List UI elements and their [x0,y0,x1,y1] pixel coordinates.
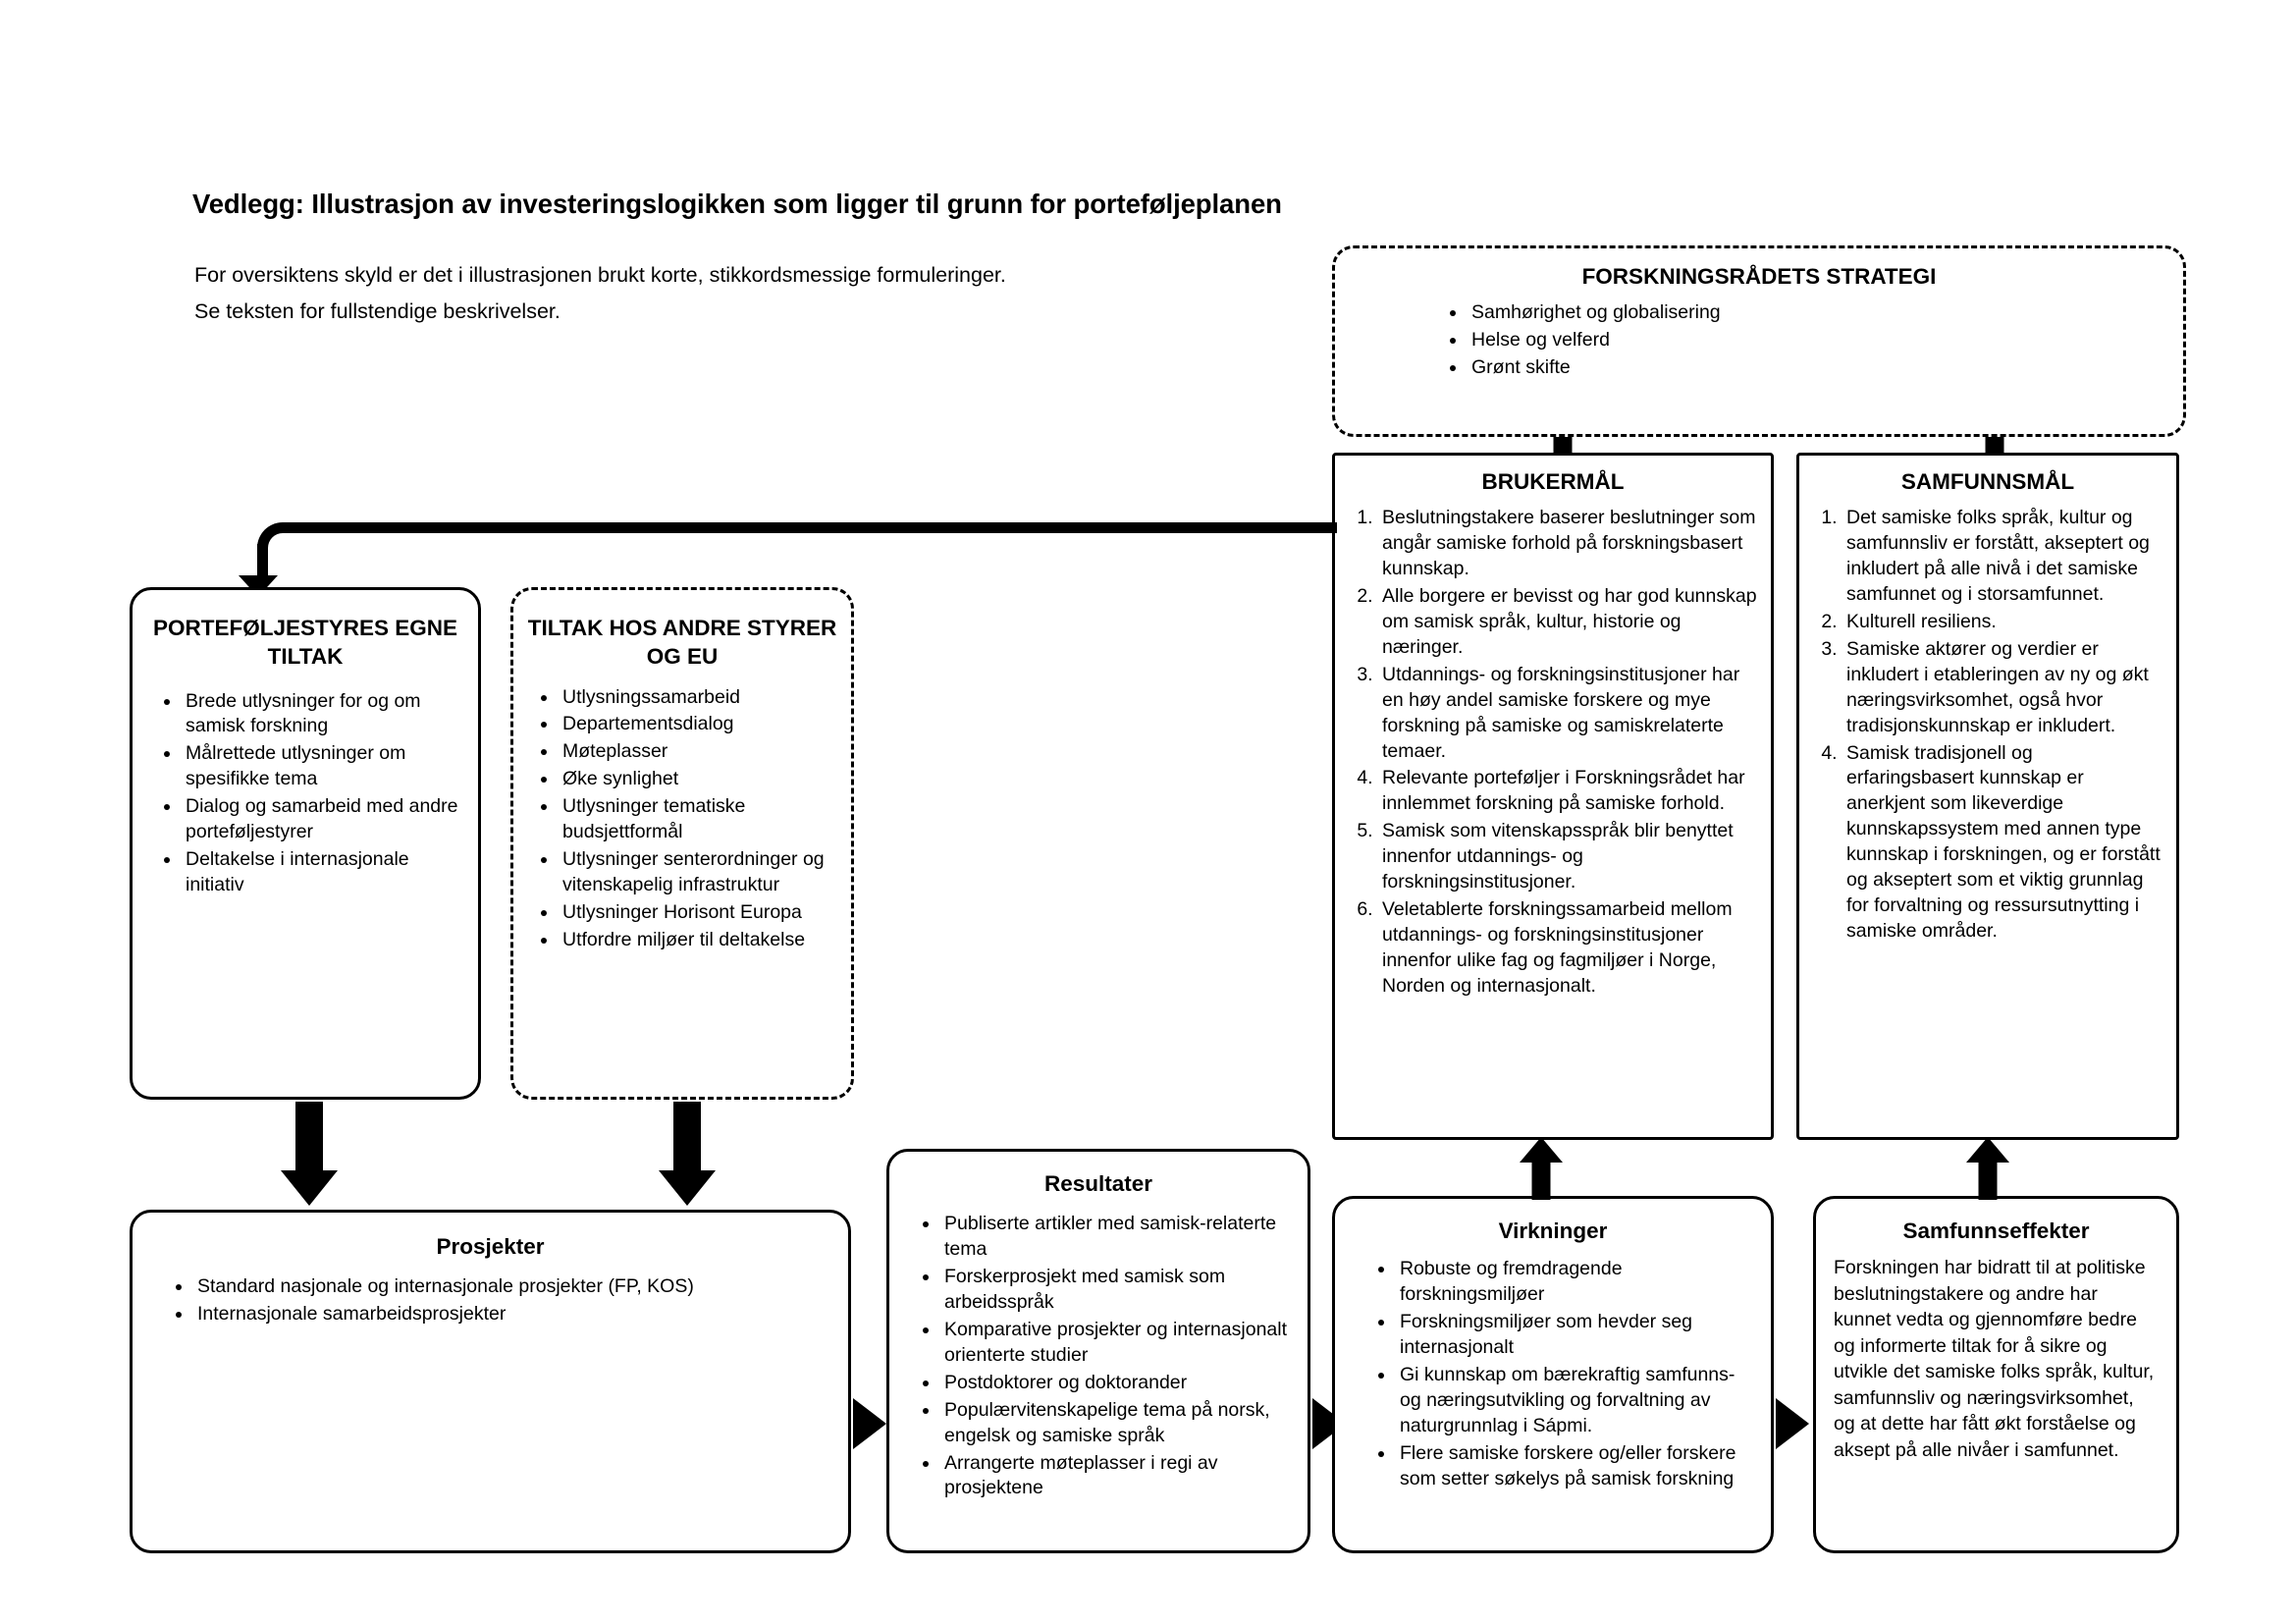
list-item: • Utlysninger senterordninger og vitenskapelig infrastruktur [559,847,839,898]
arrow-virkninger-to-brukermal [1507,1131,1575,1200]
brukermal-list [1335,506,1771,1000]
list-item: • Møteplasser [559,739,839,765]
list-item: 6. Veletablerte forskningssamarbeid mellom utdannings- og forskningsinstitusjoner innenfor ulike fag og fagmiljøer i Norge, Norden og internasjonalt. [1378,897,1759,1000]
list-item: • Samhørighet og globalisering [1468,300,2183,326]
list-item: 3. Samiske aktører og verdier er inkludert i etableringen av ny og økt næringsvirksomhet, også hvor tradisjonskunnskap er inkludert. [1842,637,2163,739]
list-item: • Forskningsmiljøer som hevder seg internasjonalt [1396,1310,1753,1361]
box-title-samfunnseffekter: Samfunnseffekter [1902,1218,2090,1243]
virkninger-list [1335,1257,1771,1491]
list-item: • Arrangerte møteplasser i regi av prosjektene [940,1451,1290,1502]
andre-tiltak-list [513,685,851,953]
list-item: • Øke synlighet [559,767,839,792]
list-item: 1. Beslutningstakere baserer beslutninger som angår samiske forhold på forskningsbasert kunnskap. [1378,506,1759,582]
list-item: 2. Kulturell resiliens. [1842,610,2163,635]
list-item: • Utlysninger Horisont Europa [559,900,839,926]
list-item: • Komparative prosjekter og internasjonalt orienterte studier [940,1318,1290,1369]
resultater-list [889,1212,1308,1501]
list-item: 4. Relevante porteføljer i Forskningsrådet har innlemmet forskning på samiske forhold. [1378,766,1759,817]
box-prosjekter [130,1210,851,1553]
arrow-andre-tiltak-to-prosjekter [653,1102,721,1210]
intro-text [194,257,1294,330]
arrow-egne-tiltak-to-prosjekter [275,1102,344,1210]
list-item: 5. Samisk som vitenskapsspråk blir benyttet innenfor utdannings- og forskningsinstitusjoner. [1378,819,1759,895]
arrow-samfunnseffekter-to-samfunnsmal [1953,1131,2022,1200]
box-title-brukermal: BRUKERMÅL [1481,469,1625,494]
box-title-virkninger: Virkninger [1498,1218,1608,1243]
list-item: • Utlysningssamarbeid [559,685,839,711]
list-item: • Forskerprosjekt med samisk som arbeidsspråk [940,1265,1290,1316]
list-item: • Helse og velferd [1468,328,2183,353]
box-title-andre-tiltak [513,614,851,672]
list-item: • Gi kunnskap om bærekraftig samfunns- og næringsutvikling og forvaltning av naturgrunnlag i Sápmi. [1396,1363,1753,1439]
list-item: • Dialog og samarbeid med andre porteføljestyrer [182,794,464,845]
box-samfunnsmal [1796,453,2179,1140]
box-title-samfunnsmal: SAMFUNNSMÅL [1900,469,2075,494]
box-title-resultater: Resultater [1043,1171,1153,1196]
list-item: • Standard nasjonale og internasjonale prosjekter (FP, KOS) [193,1274,832,1300]
egne-tiltak-list [133,689,478,898]
box-title-andre-tiltak-line1: TILTAK HOS ANDRE STYRER OG EU [527,616,837,670]
box-title-strategi: FORSKNINGSRÅDETS STRATEGI [1581,264,1937,289]
samfunnsmal-list [1799,506,2176,945]
arrow-virkninger-to-samfunnseffekter [1774,1394,1813,1453]
page-title: Vedlegg: Illustrasjon av investeringslogikken som ligger til grunn for porteføljeplanen [192,189,1282,219]
list-item: 3. Utdannings- og forskningsinstitusjoner har en høy andel samiske forskere og mye forskning på samiske og samiskrelaterte temaer. [1378,663,1759,765]
box-forskningsradets-strategi [1332,245,2186,437]
list-item: • Internasjonale samarbeidsprosjekter [193,1302,832,1327]
list-item: • Utfordre miljøer til deltakelse [559,928,839,953]
list-item: • Målrettede utlysninger om spesifikke tema [182,741,464,792]
list-item: • Publiserte artikler med samisk-relaterte tema [940,1212,1290,1263]
box-brukermal [1332,453,1774,1140]
list-item: • Grønt skifte [1468,355,2183,381]
prosjekter-list [133,1274,848,1327]
list-item: • Postdoktorer og doktorander [940,1371,1290,1396]
list-item: • Deltakelse i internasjonale initiativ [182,847,464,898]
list-item: • Populærvitenskapelige tema på norsk, engelsk og samiske språk [940,1398,1290,1449]
box-virkninger [1332,1196,1774,1553]
list-item: • Utlysninger tematiske budsjettformål [559,794,839,845]
samfunnseffekter-body: Forskningen har bidratt til at politiske beslutningstakere og andre har kunnet vedta og gjennomføre bedre og informerte tiltak for å sikre og utvikle det samiske folks språk, kultur, samfunnsliv og næringsvirksomhet, og at dette har fått økt forståelse og aksept på alle nivåer i samfunnet. [1834,1257,2155,1461]
box-title-egne-tiltak-line1: PORTEFØLJESTYRES EGNE TILTAK [152,616,458,670]
list-item: • Departementsdialog [559,712,839,737]
box-portefoljestyres-egne-tiltak [130,587,481,1100]
list-item: • Brede utlysninger for og om samisk forskning [182,689,464,740]
arrow-feedback-to-tiltak [247,514,1337,598]
intro-line-2: Se teksten for fullstendige beskrivelser. [194,298,561,323]
box-samfunnseffekter [1813,1196,2179,1553]
box-resultater [886,1149,1310,1553]
list-item: 1. Det samiske folks språk, kultur og samfunnsliv er forstått, akseptert og inkludert på alle nivå i det samiske samfunnet og i storsamfunnet. [1842,506,2163,608]
box-title-prosjekter: Prosjekter [436,1234,545,1259]
list-item: 4. Samisk tradisjonell og erfaringsbasert kunnskap er anerkjent som likeverdige kunnskapssystem med annen type kunnskap i forskningen, og er forstått og akseptert som et viktig grunnlag for forvaltning og ressursutnytting i samiske områder. [1842,741,2163,945]
strategi-list [1335,300,2183,381]
box-tiltak-hos-andre-styrer-og-eu [510,587,854,1100]
list-item: • Flere samiske forskere og/eller forskere som setter søkelys på samisk forskning [1396,1441,1753,1492]
list-item: 2. Alle borgere er bevisst og har god kunnskap om samisk språk, kultur, historie og næringer. [1378,584,1759,661]
box-title-egne-tiltak [133,614,478,672]
list-item: • Robuste og fremdragende forskningsmiljøer [1396,1257,1753,1308]
arrow-prosjekter-to-resultater [851,1394,890,1453]
intro-line-1: For oversiktens skyld er det i illustrasjonen brukt korte, stikkordsmessige formuleringer. [194,263,1006,287]
